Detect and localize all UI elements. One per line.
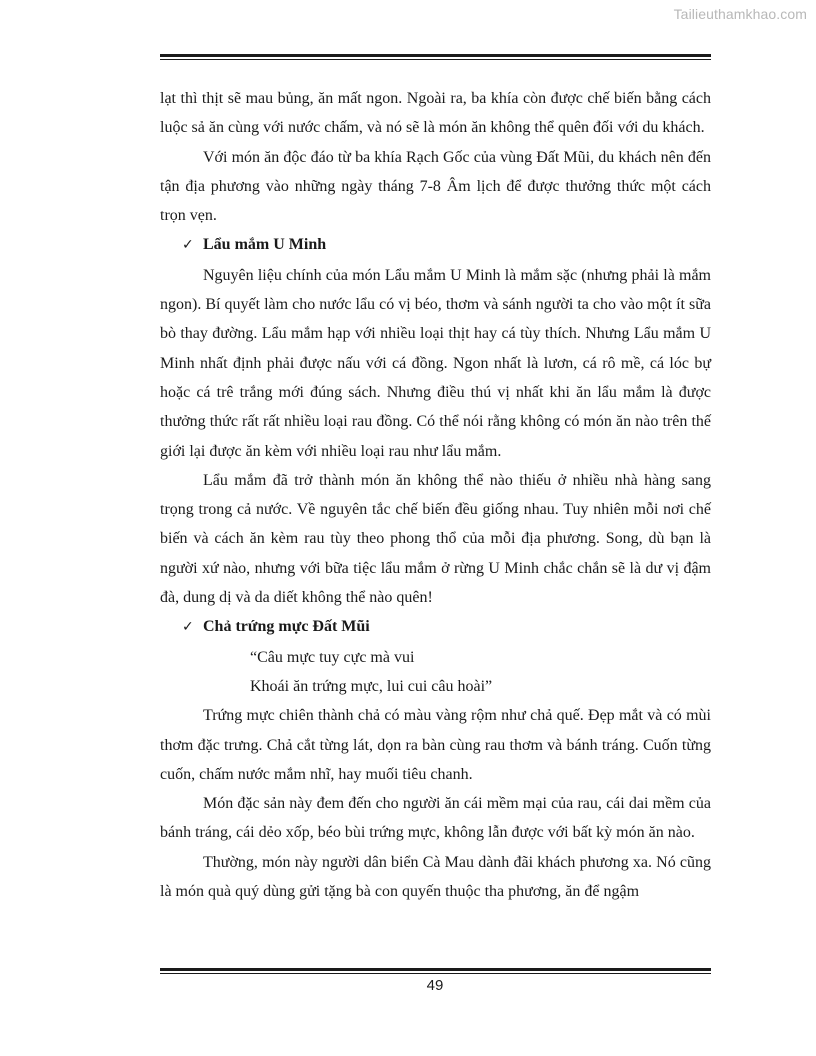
paragraph-cha-description: Trứng mực chiên thành chả có màu vàng rộm như chả quế. Đẹp mắt và có mùi thơm đặc trưng. Chả cắt từng lát, dọn ra bàn cùng rau thơm và bánh tráng. Cuốn từng cuốn, chấm nước mắm nhĩ, hay muối tiêu chanh.: [160, 707, 711, 783]
paragraph-continuation: lạt thì thịt sẽ mau bủng, ăn mất ngon. Ngoài ra, ba khía còn được chế biến bằng cách luộc sả ăn cùng với nước chấm, và nó sẽ là món ăn không thể quên đối với du khách.: [160, 90, 711, 137]
footer-rule: [160, 968, 711, 974]
page-content: [160, 84, 711, 906]
paragraph-lau-mam-ingredients: Nguyên liệu chính của món Lẩu mắm U Minh là mắm sặc (nhưng phải là mắm ngon). Bí quyết làm cho nước lẩu có vị béo, thơm và sánh người ta cho vào một ít sữa bò thay đường. Lẩu mắm hạp với nhiều loại thịt hay cá tùy thích. Nhưng Lẩu mắm U Minh nhất định phải được nấu với cá đồng. Ngon nhất là lươn, cá rô mề, cá lóc bự hoặc cá trê trắng mới đúng sách. Nhưng điều thú vị nhất khi ăn lẩu mắm là được thưởng thức rất rất nhiều loại rau đồng. Có thể nói rằng không có món ăn nào trên thế giới lại được ăn kèm với nhiều loại rau như lẩu mắm.: [160, 266, 711, 460]
section-heading-cha-trung-muc: [160, 612, 711, 642]
paragraph-lau-mam-restaurants: Lẩu mắm đã trở thành món ăn không thể nào thiếu ở nhiều nhà hàng sang trọng trong cả nước. Về nguyên tắc chế biến đều giống nhau. Tuy nhiên mỗi nơi chế biến và cách ăn kèm rau tùy theo phong thổ của mỗi địa phương. Song, dù bạn là người xứ nào, nhưng với bữa tiệc lẩu mắm ở rừng U Minh chắc chắn sẽ là dư vị đậm đà, dung dị và da diết không thể nào quên!: [160, 471, 711, 607]
verse-line-1: “Câu mực tuy cực mà vui: [250, 648, 415, 666]
paragraph-ba-khia-visit: Với món ăn độc đáo từ ba khía Rạch Gốc của vùng Đất Mũi, du khách nên đến tận địa phương vào những ngày tháng 7-8 Âm lịch để được thưởng thức một cách trọn vẹn.: [160, 148, 711, 225]
section-heading-text: Lẩu mắm U Minh: [203, 236, 327, 254]
page-number: 49: [426, 977, 444, 994]
section-heading-text: Chả trứng mực Đất Mũi: [203, 618, 370, 636]
paragraph-cha-gift: Thường, món này người dân biển Cà Mau dành đãi khách phương xa. Nó cũng là món quà quý dùng gửi tặng bà con quyến thuộc tha phương, ăn để ngậm: [160, 853, 711, 901]
checkmark-icon: ✓: [182, 237, 194, 254]
checkmark-icon: ✓: [182, 619, 194, 636]
section-heading-lau-mam: [160, 230, 711, 260]
watermark: Tailieuthamkhao.com: [673, 6, 807, 22]
paragraph-cha-texture: Món đặc sản này đem đến cho người ăn cái mềm mại của rau, cái dai mềm của bánh tráng, cái dẻo xốp, béo bùi trứng mực, không lẫn được với bất kỳ món ăn nào.: [160, 795, 711, 842]
verse-line-2: Khoái ăn trứng mực, lui cui câu hoài”: [250, 677, 493, 695]
header-rule: [160, 54, 711, 60]
